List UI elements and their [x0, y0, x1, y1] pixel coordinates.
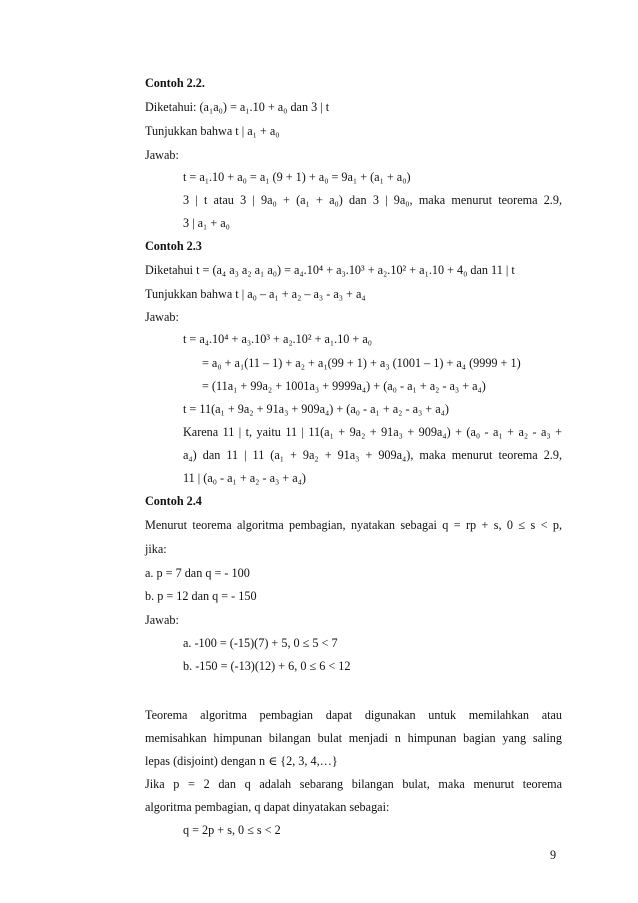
closing-eq: q = 2p + s, 0 ≤ s < 2	[183, 823, 281, 837]
contoh-2-3-answer-label: Jawab:	[145, 310, 179, 324]
closing-p1-line2: memisahkan himpunan bilangan bulat menjadi n himpunan bagian yang saling	[145, 731, 562, 745]
contoh-2-4-ans-a: a. -100 = (-15)(7) + 5, 0 ≤ 5 < 7	[183, 636, 338, 650]
contoh-2-3-title: Contoh 2.3	[145, 239, 202, 253]
contoh-2-3-eq6: a₄) dan 11 | 11 (a₁ + 9a₂ + 91a₃ + 909a₄), maka menurut teorema 2.9,	[183, 448, 562, 462]
contoh-2-4-item-a: a. p = 7 dan q = - 100	[145, 566, 250, 580]
contoh-2-3-show: Tunjukkan bahwa t | a₀ – a₁ + a₂ – a₃ - a₃ + a₄	[145, 287, 366, 301]
contoh-2-4-para1b: jika:	[145, 542, 167, 556]
closing-p1-line3: lepas (disjoint) dengan n ∈ {2, 3, 4,…}	[145, 754, 338, 768]
contoh-2-4-para1: Menurut teorema algoritma pembagian, nyatakan sebagai q = rp + s, 0 ≤ s < p,	[145, 518, 562, 532]
contoh-2-4-answer-label: Jawab:	[145, 613, 179, 627]
contoh-2-4-title: Contoh 2.4	[145, 494, 202, 508]
contoh-2-2-eq1: t = a₁.10 + a₀ = a₁ (9 + 1) + a₀ = 9a₁ + (a₁ + a₀)	[183, 170, 411, 184]
contoh-2-3-eq4: t = 11(a₁ + 9a₂ + 91a₃ + 909a₄) + (a₀ - a₁ + a₂ - a₃ + a₄)	[183, 402, 449, 416]
contoh-2-3-eq2: = a₀ + a₁(11 – 1) + a₂ + a₁(99 + 1) + a₃ (1001 – 1) + a₄ (9999 + 1)	[202, 356, 521, 370]
contoh-2-3-eq3: = (11a₁ + 99a₂ + 1001a₃ + 9999a₄) + (a₀ - a₁ + a₂ - a₃ + a₄)	[202, 379, 486, 393]
contoh-2-3-eq7: 11 | (a₀ - a₁ + a₂ - a₃ + a₄)	[183, 471, 306, 485]
contoh-2-2-answer-label: Jawab:	[145, 148, 179, 162]
contoh-2-2-given: Diketahui: (a₁a₀) = a₁.10 + a₀ dan 3 | t	[145, 100, 330, 114]
contoh-2-3-eq5: Karena 11 | t, yaitu 11 | 11(a₁ + 9a₂ + 91a₃ + 909a₄) + (a₀ - a₁ + a₂ - a₃ +	[183, 425, 562, 439]
contoh-2-4-item-b: b. p = 12 dan q = - 150	[145, 589, 257, 603]
contoh-2-3-eq1: t = a₄.10⁴ + a₃.10³ + a₂.10² + a₁.10 + a₀	[183, 332, 373, 346]
closing-p2-line2: algoritma pembagian, q dapat dinyatakan sebagai:	[145, 800, 390, 814]
contoh-2-4-ans-b: b. -150 = (-13)(12) + 6, 0 ≤ 6 < 12	[183, 659, 351, 673]
contoh-2-3-given: Diketahui t = (a₄ a₃ a₂ a₁ a₀) = a₄.10⁴ + a₃.10³ + a₂.10² + a₁.10 + 4₀ dan 11 | t	[145, 263, 515, 277]
closing-p2-line1: Jika p = 2 dan q adalah sebarang bilangan bulat, maka menurut teorema	[145, 777, 562, 791]
contoh-2-2-eq2: 3 | t atau 3 | 9a₀ + (a₁ + a₀) dan 3 | 9a₀, maka menurut teorema 2.9,	[183, 193, 562, 207]
contoh-2-2-eq3: 3 | a₁ + a₀	[183, 216, 230, 230]
page-number: 9	[550, 848, 557, 862]
closing-p1-line1: Teorema algoritma pembagian dapat digunakan untuk memilahkan atau	[145, 708, 562, 722]
contoh-2-2-title: Contoh 2.2.	[145, 76, 205, 90]
contoh-2-2-show: Tunjukkan bahwa t | a₁ + a₀	[145, 124, 280, 138]
